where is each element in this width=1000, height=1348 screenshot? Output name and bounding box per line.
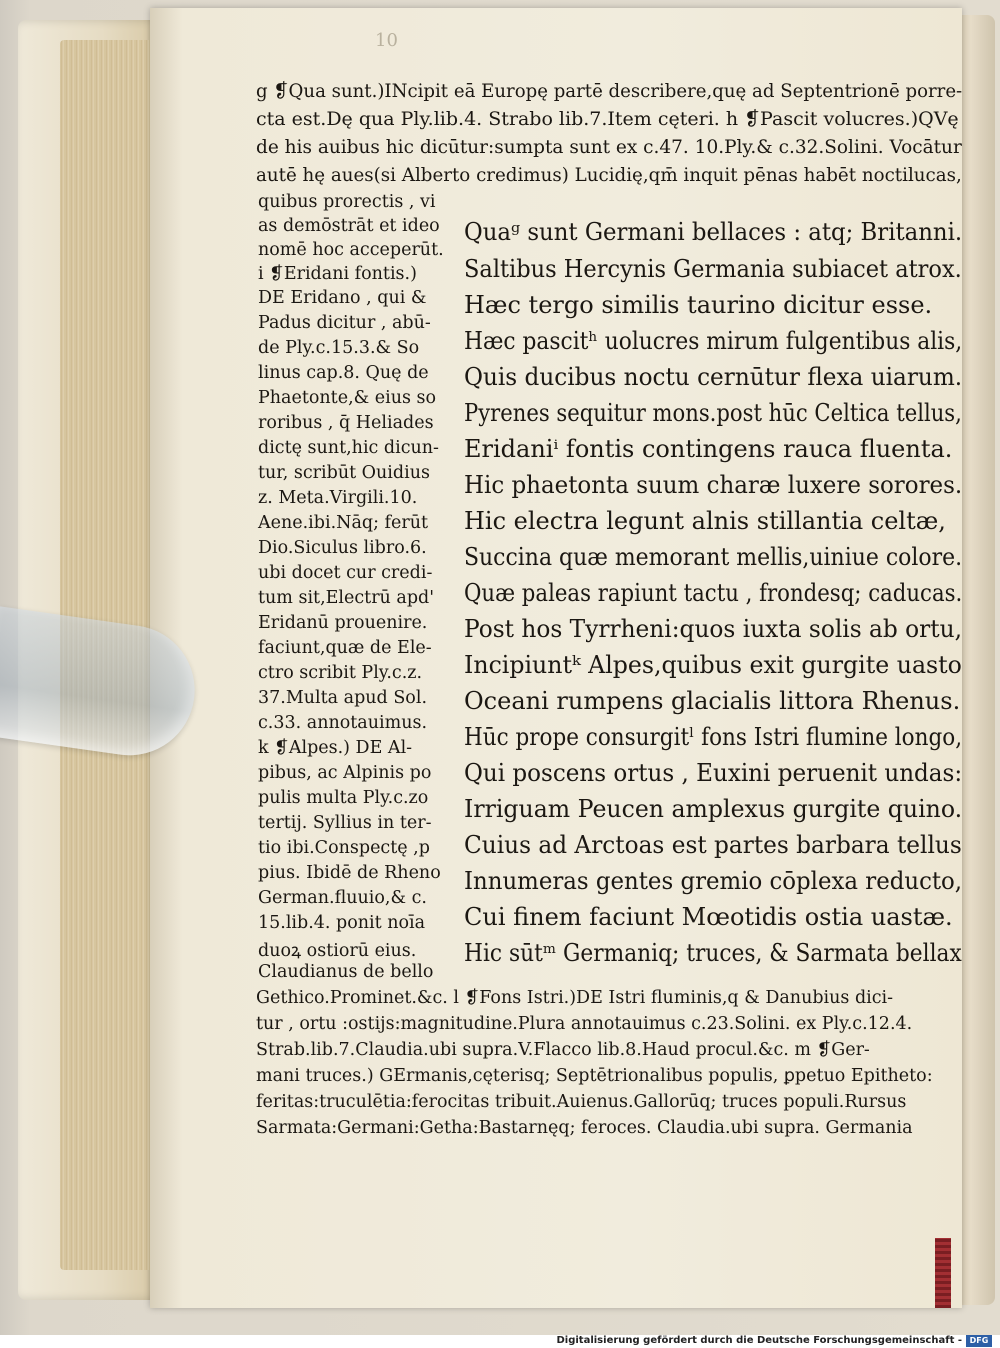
verse-line: Incipiuntᵏ Alpes,quibus exit gurgite uasto bbox=[464, 651, 962, 679]
verse-line: Qui poscens ortus , Euxini peruenit undas: bbox=[464, 759, 963, 787]
margin-line: de Ply.c.15.3.& So bbox=[258, 338, 420, 358]
margin-line: DE Eridano , qui & bbox=[258, 288, 427, 308]
top-line: cta est.Dę qua Ply.lib.4. Strabo lib.7.Item cęteri. h ❡Pascit volucres.)QVę bbox=[256, 108, 959, 130]
margin-line: German.fluuio,& c. bbox=[258, 888, 427, 908]
margin-line: nomē hoc acceperūt. bbox=[258, 240, 444, 260]
verse-line: Hic phaetonta suum charæ luxere sorores. bbox=[464, 471, 963, 499]
verse-line: Hæc tergo similis taurino dicitur esse. bbox=[464, 291, 933, 319]
verse-line: Succina quæ memorant mellis,uiniue colore. bbox=[464, 543, 963, 571]
margin-line: i ❡Eridani fontis.) bbox=[258, 264, 417, 284]
margin-line: k ❡Alpes.) DE Al- bbox=[258, 738, 413, 758]
verse-line: Innumeras gentes gremio cōplexa reducto, bbox=[464, 867, 963, 895]
margin-line: tum sit,Electrū apd' bbox=[258, 588, 435, 608]
margin-line: tio ibi.Conspectę ,p bbox=[258, 838, 430, 858]
verse-line: Eridaniⁱ fontis contingens rauca fluenta. bbox=[464, 435, 953, 463]
margin-line: pibus, ac Alpinis po bbox=[258, 763, 432, 783]
verse-line: Hic sūtᵐ Germaniq; truces, & Sarmata bellax bbox=[464, 939, 962, 967]
verse-line: Hic electra legunt alnis stillantia celtæ, bbox=[464, 507, 946, 535]
bottom-line: Sarmata:Germani:Getha:Bastarnęq; feroces. Claudia.ubi supra. Germania bbox=[256, 1118, 913, 1138]
margin-line: linus cap.8. Quę de bbox=[258, 363, 429, 383]
bottom-line: tur , ortu :ostijs:magnitudine.Plura annotauimus c.23.Solini. ex Ply.c.12.4. bbox=[256, 1014, 913, 1034]
verse-line: Quaᵍ sunt Germani bellaces : atq; Britanni. bbox=[464, 218, 963, 246]
margin-line: Aene.ibi.Nāq; ferūt bbox=[258, 513, 429, 533]
margin-line: ctro scribit Ply.c.z. bbox=[258, 663, 423, 683]
dfg-logo-icon: DFG bbox=[966, 1335, 992, 1347]
verse-line: Oceani rumpens glacialis littora Rhenus. bbox=[464, 687, 961, 715]
folio-number: 10 bbox=[375, 30, 398, 51]
margin-line: pius. Ibidē de Rheno bbox=[258, 863, 441, 883]
margin-line: tur, scribūt Ouidius bbox=[258, 463, 430, 483]
margin-line: Phaetonte,& eius so bbox=[258, 388, 437, 408]
margin-line: tertij. Syllius in ter- bbox=[258, 813, 432, 833]
verse-line: Saltibus Hercynis Germania subiacet atrox. bbox=[464, 255, 962, 283]
margin-line: roribus , q̄ Heliades bbox=[258, 413, 434, 433]
verse-line: Quæ paleas rapiunt tactu , frondesq; caducas. bbox=[464, 579, 963, 607]
verse-line: Cuius ad Arctoas est partes barbara tellus bbox=[464, 831, 962, 859]
margin-line: Eridanū prouenire. bbox=[258, 613, 428, 633]
bottom-line: mani truces.) GErmanis,cęterisq; Septētrionalibus populis, ꝑpetuo Epitheto: bbox=[256, 1066, 933, 1086]
margin-line: Dio.Siculus libro.6. bbox=[258, 538, 427, 558]
bottom-line: feritas:truculētia:ferocitas tribuit.Auienus.Gallorūq; truces populi.Rursus bbox=[256, 1092, 907, 1112]
margin-line: Padus dicitur , abū- bbox=[258, 313, 431, 333]
margin-line: 37.Multa apud Sol. bbox=[258, 688, 428, 708]
bottom-line: Strab.lib.7.Claudia.ubi supra.V.Flacco lib.8.Haud procul.&c. m ❡Ger- bbox=[256, 1040, 870, 1060]
margin-line: duoꝝ ostiorū eius. bbox=[258, 941, 417, 961]
bottom-line: Gethico.Prominet.&c. l ❡Fons Istri.)DE Istri fluminis,q & Danubius dici- bbox=[256, 988, 894, 1008]
margin-line: faciunt,quæ de Ele- bbox=[258, 638, 432, 658]
margin-line: quibus prorectis , vi bbox=[258, 192, 436, 212]
footer-credit: Digitalisierung gefördert durch die Deutsche Forschungsgemeinschaft - bbox=[556, 1335, 962, 1346]
margin-line: pulis multa Ply.c.zo bbox=[258, 788, 429, 808]
margin-line: as demōstrāt et ideo bbox=[258, 216, 440, 236]
verse-line: Hūc prope consurgitˡ fons Istri flumine longo, bbox=[464, 723, 963, 751]
margin-line: Claudianus de bello bbox=[258, 962, 434, 982]
margin-line: z. Meta.Virgili.10. bbox=[258, 488, 418, 508]
verse-line: Hæc pascitʰ uolucres mirum fulgentibus alis, bbox=[464, 327, 963, 355]
margin-line: dictę sunt,hic dicun- bbox=[258, 438, 439, 458]
verse-line: Irriguam Peucen amplexus gurgite quino. bbox=[464, 795, 963, 823]
top-line: autē hę aues(si Alberto credimus) Lucidię,qm̄ inquit pēnas habēt noctilucas, bbox=[256, 164, 962, 186]
top-line: de his auibus hic dicūtur:sumpta sunt ex c.47. 10.Ply.& c.32.Solini. Vocātur bbox=[256, 136, 962, 158]
verse-line: Cui finem faciunt Mœotidis ostia uastæ. bbox=[464, 903, 953, 931]
margin-line: 15.lib.4. ponit noīa bbox=[258, 913, 426, 933]
verse-line: Quis ducibus noctu cernūtur flexa uiarum. bbox=[464, 363, 963, 391]
bookmark-ribbon bbox=[935, 1238, 951, 1308]
margin-line: c.33. annotauimus. bbox=[258, 713, 428, 733]
top-line: g ❡Qua sunt.)INcipit eā Europę partē describere,quę ad Septentrionē porre- bbox=[256, 80, 963, 102]
verse-line: Pyrenes sequitur mons.post hūc Celtica tellus, bbox=[464, 399, 962, 427]
verse-line: Post hos Tyrrheni:quos iuxta solis ab ortu, bbox=[464, 615, 963, 643]
margin-line: ubi docet cur credi- bbox=[258, 563, 433, 583]
